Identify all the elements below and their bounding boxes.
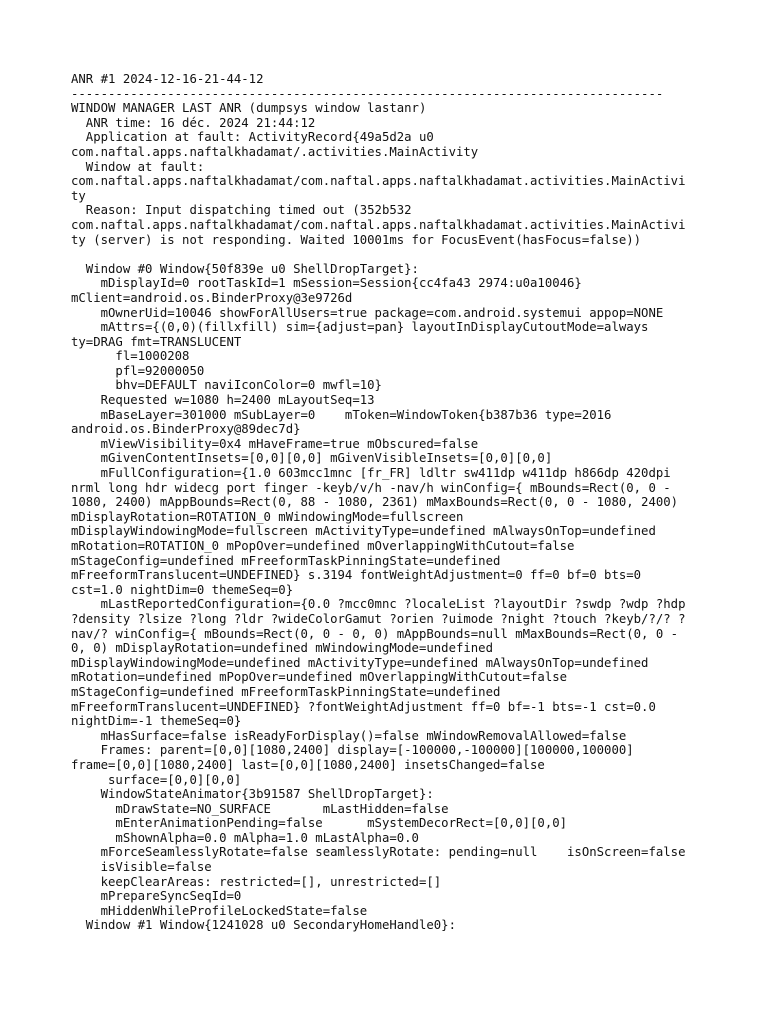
- log-line: pfl=92000050: [71, 363, 205, 378]
- log-line: 0, 0) mDisplayRotation=undefined mWindowingMode=undefined: [71, 641, 493, 656]
- log-line: mStageConfig=undefined mFreeformTaskPinningState=undefined: [71, 684, 501, 699]
- log-line: mFullConfiguration={1.0 603mcc1mnc [fr_FR] ldltr sw411dp w411dp h866dp 420dpi: [71, 466, 671, 481]
- log-line: mShownAlpha=0.0 mAlpha=1.0 mLastAlpha=0.0: [71, 830, 419, 845]
- log-line: mGivenContentInsets=[0,0][0,0] mGivenVisibleInsets=[0,0][0,0]: [71, 451, 553, 466]
- log-line: mDrawState=NO_SURFACE mLastHidden=false: [71, 801, 449, 816]
- log-line: mPrepareSyncSeqId=0: [71, 889, 242, 904]
- log-line: WindowStateAnimator{3b91587 ShellDropTarget}:: [71, 787, 434, 802]
- log-line: mHiddenWhileProfileLockedState=false: [71, 903, 368, 918]
- log-line: mRotation=ROTATION_0 mPopOver=undefined mOverlappingWithCutout=false: [71, 539, 575, 553]
- log-line: ty=DRAG fmt=TRANSLUCENT: [71, 334, 242, 349]
- log-line: com.naftal.apps.naftalkhadamat/com.naftal.apps.naftalkhadamat.activities.MainActivi: [71, 174, 686, 189]
- log-line: bhv=DEFAULT naviIconColor=0 mwfl=10}: [71, 378, 382, 393]
- log-line: mOwnerUid=10046 showForAllUsers=true package=com.android.systemui appop=NONE: [71, 305, 664, 320]
- log-document: [71, 72, 761, 933]
- log-line: Window #0 Window{50f839e u0 ShellDropTarget}:: [71, 261, 419, 276]
- log-line: [71, 247, 761, 262]
- log-line: mBaseLayer=301000 mSubLayer=0 mToken=WindowToken{b387b36 type=2016: [71, 407, 612, 422]
- log-line: Application at fault: ActivityRecord{49a5d2a u0: [71, 130, 434, 145]
- log-line: mAttrs={(0,0)(fillxfill) sim={adjust=pan} layoutInDisplayCutoutMode=always: [71, 320, 649, 335]
- log-line: mFreeformTranslucent=UNDEFINED} ?fontWeightAdjustment ff=0 bf=-1 bts=-1 cst=0.0: [71, 699, 656, 714]
- log-line: mDisplayId=0 rootTaskId=1 mSession=Session{cc4fa43 2974:u0a10046}: [71, 276, 582, 291]
- log-line: nightDim=-1 themeSeq=0}: [71, 714, 242, 729]
- log-line: ?density ?lsize ?long ?ldr ?wideColorGamut ?orien ?uimode ?night ?touch ?keyb/?/? ?: [71, 611, 686, 626]
- log-line: mStageConfig=undefined mFreeformTaskPinningState=undefined: [71, 553, 501, 568]
- log-line: Window at fault:: [71, 159, 205, 174]
- log-line: ty (server) is not responding. Waited 10001ms for FocusEvent(hasFocus=false)): [71, 232, 642, 247]
- log-line: ANR time: 16 déc. 2024 21:44:12: [71, 115, 316, 130]
- log-line: mDisplayRotation=ROTATION_0 mWindowingMode=fullscreen: [71, 509, 464, 524]
- log-line: fl=1000208: [71, 349, 190, 364]
- log-line: mRotation=undefined mPopOver=undefined mOverlappingWithCutout=false: [71, 670, 568, 685]
- log-line: mHasSurface=false isReadyForDisplay()=false mWindowRemovalAllowed=false: [71, 728, 627, 743]
- log-line: mClient=android.os.BinderProxy@3e9726d: [71, 290, 353, 305]
- log-line: surface=[0,0][0,0]: [71, 772, 242, 787]
- log-line: com.naftal.apps.naftalkhadamat/.activities.MainActivity: [71, 144, 479, 159]
- log-line: cst=1.0 nightDim=0 themeSeq=0}: [71, 582, 294, 597]
- log-line: ty: [71, 188, 86, 203]
- log-line: ANR #1 2024-12-16-21-44-12: [71, 72, 264, 86]
- log-line: mDisplayWindowingMode=undefined mActivityType=undefined mAlwaysOnTop=undefined: [71, 655, 649, 670]
- log-line: --------------------------------------------------------------------------------: [71, 86, 664, 101]
- log-line: mViewVisibility=0x4 mHaveFrame=true mObscured=false: [71, 436, 479, 451]
- log-line: mLastReportedConfiguration={0.0 ?mcc0mnc ?localeList ?layoutDir ?swdp ?wdp ?hdp: [71, 597, 686, 612]
- log-line: android.os.BinderProxy@89dec7d}: [71, 422, 301, 437]
- log-line: WINDOW MANAGER LAST ANR (dumpsys window lastanr): [71, 101, 427, 116]
- log-line: keepClearAreas: restricted=[], unrestricted=[]: [71, 874, 442, 889]
- log-line: frame=[0,0][1080,2400] last=[0,0][1080,2400] insetsChanged=false: [71, 757, 545, 772]
- log-line: com.naftal.apps.naftalkhadamat/com.naftal.apps.naftalkhadamat.activities.MainActivi: [71, 217, 686, 232]
- log-line: mEnterAnimationPending=false mSystemDecorRect=[0,0][0,0]: [71, 816, 568, 831]
- log-line: Frames: parent=[0,0][1080,2400] display=[-100000,-100000][100000,100000]: [71, 743, 634, 758]
- log-line: Reason: Input dispatching timed out (352b532: [71, 203, 412, 218]
- log-line: mDisplayWindowingMode=fullscreen mActivityType=undefined mAlwaysOnTop=undefined: [71, 524, 656, 539]
- log-line: Requested w=1080 h=2400 mLayoutSeq=13: [71, 393, 375, 408]
- log-line: 1080, 2400) mAppBounds=Rect(0, 88 - 1080, 2361) mMaxBounds=Rect(0, 0 - 1080, 2400): [71, 495, 679, 510]
- log-line: nav/? winConfig={ mBounds=Rect(0, 0 - 0, 0) mAppBounds=null mMaxBounds=Rect(0, 0 -: [71, 626, 679, 641]
- log-line: mFreeformTranslucent=UNDEFINED} s.3194 fontWeightAdjustment=0 ff=0 bf=0 bts=0: [71, 568, 642, 583]
- log-line: mForceSeamlesslyRotate=false seamlesslyRotate: pending=null isOnScreen=false: [71, 845, 686, 860]
- log-line: isVisible=false: [71, 860, 212, 875]
- log-line: Window #1 Window{1241028 u0 SecondaryHomeHandle0}:: [71, 918, 456, 933]
- log-line: nrml long hdr widecg port finger -keyb/v/h -nav/h winConfig={ mBounds=Rect(0, 0 -: [71, 480, 671, 495]
